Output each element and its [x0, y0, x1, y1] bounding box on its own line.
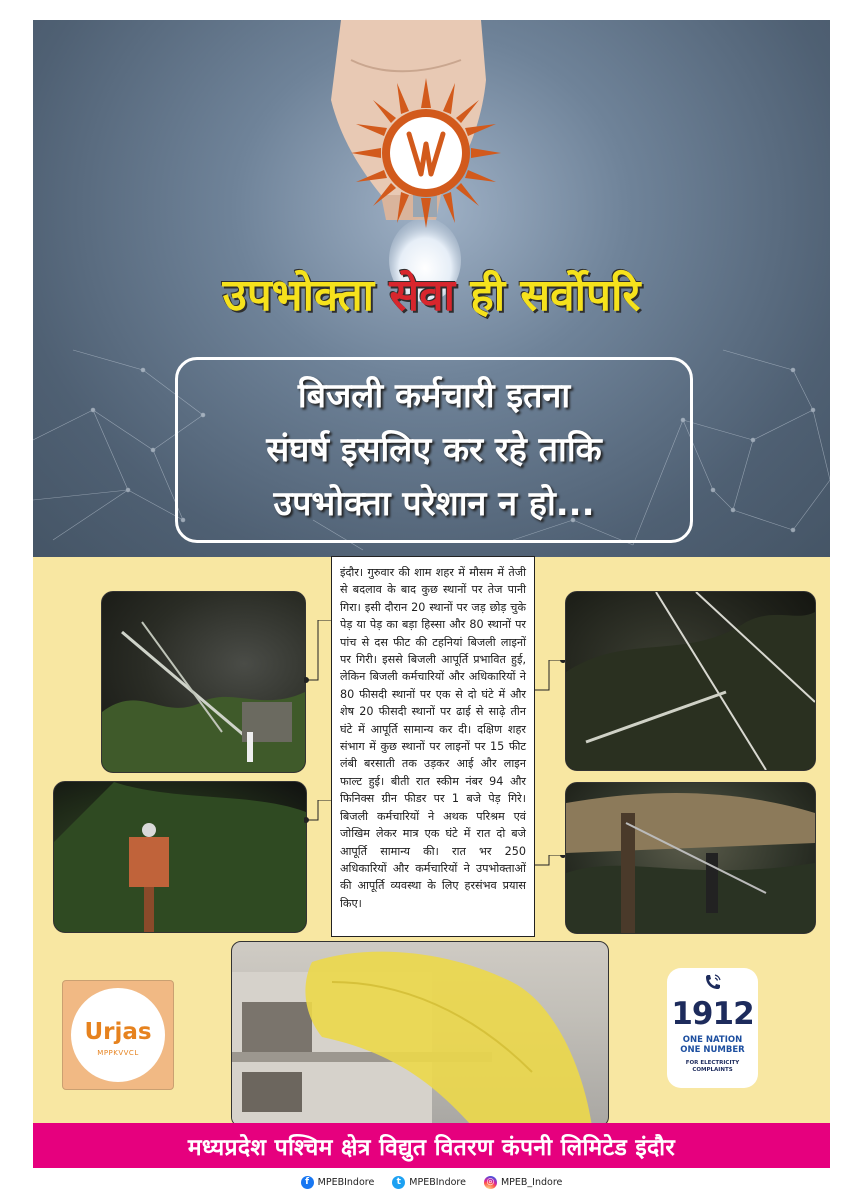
photo-bucket-crane-repair — [53, 781, 307, 933]
top-banner — [33, 20, 830, 557]
urjas-title: Urjas — [84, 1019, 152, 1045]
company-name: मध्यप्रदेश पश्चिम क्षेत्र विद्युत वितरण कंपनी लिमिटेड इंदौर — [187, 1134, 676, 1161]
news-article: इंदौर। गुरुवार की शाम शहर में मौसम में तेजी से बदलाव के बाद कुछ स्थानों पर तेज पानी गिरा। इसी दौरान 20 स्थानों पर जड़ छोड़ चुके पेड़ या पेड़ का बड़ा हिस्सा और 80 स्थानों पर पांच से दस फीट की टहनियां बिजली लाइनों पर गिरी। इससे बिजली आपूर्ति प्रभावित हुई, लेकिन बिजली कर्मचारियों और अधिकारियों ने 80 फीसदी स्थानों पर एक से दो घंटे में और शेष 20 फीसदी स्थानों पर ढाई से साढ़े तीन घंटे में आपूर्ति सामान्य कर दी। दक्षिण शहर संभाग में कुछ स्थानों पर लाइनों पर 15 फीट लंबी बरसाती तक उड़कर आई और लाइन फाल्ट हुई। बीती रात स्कीम नंबर 94 और फिनिक्स ग्रीन फीडर पर 1 बजे पेड़ गिरे। बिजली कर्मचारियों ने अथक परिश्रम एवं जोखिम लेकर मात्र एक घंटे में रात दो बजे आपूर्ति सामान्य की। रात भर 250 अधिकारियों और कर्मचारियों ने उपभोक्ताओं की आपूर्ति व्यवस्था के लिए हरसंभव प्रयास किए। — [331, 556, 535, 937]
subheading-line-2: संघर्ष इसलिए कर रहे ताकि — [266, 430, 602, 470]
instagram-handle: MPEB_Indore — [500, 1176, 563, 1188]
twitter-link[interactable] — [392, 1176, 466, 1189]
connector-line-4 — [535, 855, 565, 870]
social-links — [0, 1170, 863, 1194]
subheading-line-3: उपभोक्ता परेशान न हो... — [273, 484, 595, 524]
urjas-subtitle: MPPKVVCL — [97, 1049, 139, 1057]
subheading-line-1: बिजली कर्मचारी इतना — [297, 376, 571, 416]
twitter-handle: MPEBIndore — [409, 1176, 466, 1188]
facebook-icon: f — [301, 1176, 314, 1189]
subheading-box — [175, 357, 693, 543]
helpline-line-3: FOR ELECTRICITY — [685, 1060, 740, 1066]
headline-part-3: ही सर्वोपरि — [470, 270, 641, 321]
photo-fallen-tree-night-2 — [565, 591, 816, 771]
helpline-line-2: ONE NUMBER — [680, 1045, 745, 1055]
instagram-link[interactable] — [484, 1176, 562, 1189]
connector-line-2 — [535, 660, 565, 700]
photo-tarp-on-building — [231, 941, 609, 1127]
helpline-number: 1912 — [671, 996, 754, 1032]
poster — [33, 20, 830, 1168]
photo-3-illustration — [54, 782, 306, 932]
connector-line-1 — [304, 620, 332, 700]
twitter-icon: t — [392, 1176, 405, 1189]
photo-4-illustration — [566, 783, 815, 933]
phone-icon — [703, 972, 723, 992]
instagram-icon: ◎ — [484, 1176, 497, 1189]
footer-band — [33, 1123, 830, 1168]
company-sun-logo — [351, 78, 501, 228]
photo-fallen-tree-road — [565, 782, 816, 934]
facebook-handle: MPEBIndore — [317, 1176, 375, 1188]
photo-fallen-tree-night-1 — [101, 591, 306, 773]
subheading-text — [254, 369, 614, 531]
photo-5-illustration — [232, 942, 608, 1126]
facebook-link[interactable] — [301, 1176, 375, 1189]
photo-1-illustration — [102, 592, 305, 772]
helpline-line-1: ONE NATION — [682, 1035, 743, 1045]
headline-part-1: उपभोक्ता — [222, 270, 375, 321]
helpline-badge — [667, 968, 758, 1088]
photo-2-illustration — [566, 592, 815, 770]
urjas-logo — [62, 980, 174, 1090]
headline-part-2: सेवा — [389, 270, 456, 321]
helpline-line-4: COMPLAINTS — [692, 1067, 733, 1073]
connector-line-3 — [304, 800, 332, 830]
main-headline — [33, 268, 830, 324]
